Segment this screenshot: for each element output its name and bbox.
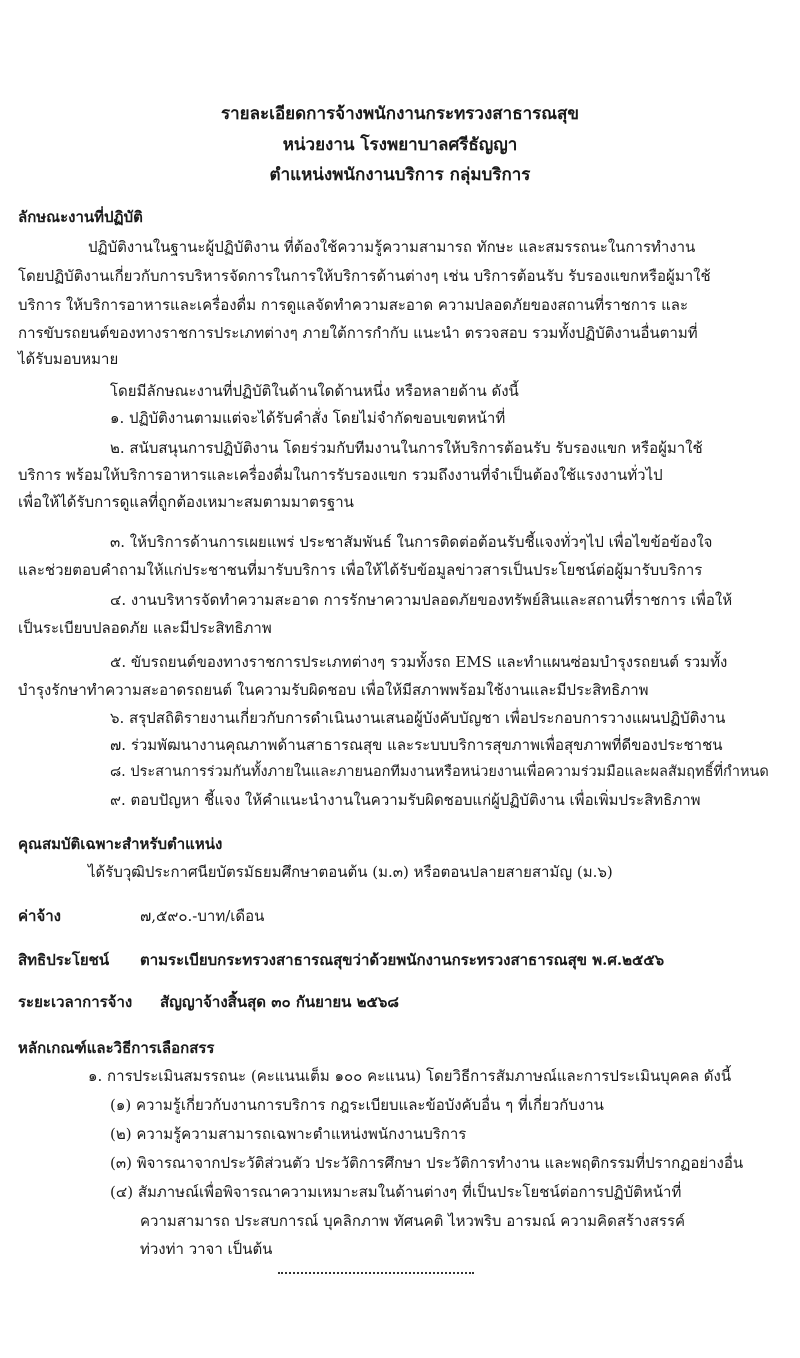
end-dotted-divider (278, 1272, 474, 1274)
selection-subitem-cont: ความสามารถ ประสบการณ์ บุคลิกภาพ ทัศนคติ ไหวพริบ อารมณ์ ความคิดสร้างสรรค์ (140, 1212, 686, 1230)
selection-subitem: (๓) พิจารณาจากประวัติส่วนตัว ประวัติการศึกษา ประวัติการทำงาน และพฤติกรรมที่ปรากฏอย่างอื่น (110, 1154, 744, 1172)
job-nature-item: ๓. ให้บริการด้านการเผยแพร่ ประชาสัมพันธ์ ในการติดต่อต้อนรับชี้แจงทั่วๆไป เพื่อไขข้อข้องใจ (110, 533, 713, 551)
job-nature-item: ๑. ปฏิบัติงานตามแต่จะได้รับคำสั่ง โดยไม่จำกัดขอบเขตหน้าที่ (110, 409, 506, 427)
selection-subitem-cont: ท่วงท่า วาจา เป็นต้น (140, 1240, 273, 1258)
qualifications-text: ได้รับวุฒิประกาศนียบัตรมัธยมศึกษาตอนต้น (ม.๓) หรือตอนปลายสายสามัญ (ม.๖) (88, 863, 613, 881)
selection-subitem: (๒) ความรู้ความสามารถเฉพาะตำแหน่งพนักงานบริการ (110, 1125, 467, 1143)
job-nature-item-cont: เป็นระเบียบปลอดภัย และมีประสิทธิภาพ (18, 619, 272, 637)
benefits-label: สิทธิประโยชน์ (18, 951, 110, 969)
employment-period-label: ระยะเวลาการจ้าง (18, 993, 133, 1011)
position-line: ตำแหน่งพนักงานบริการ กลุ่มบริการ (269, 165, 531, 185)
job-nature-item: ๔. งานบริหารจัดทำความสะอาด การรักษาความปลอดภัยของทรัพย์สินและสถานที่ราชการ เพื่อให้ (110, 591, 733, 609)
selection-heading: หลักเกณฑ์และวิธีการเลือกสรร (18, 1039, 215, 1057)
wage-value: ๗,๕๙๐.-บาท/เดือน (140, 907, 265, 925)
job-nature-item: ๗. ร่วมพัฒนางานคุณภาพด้านสาธารณสุข และระบบบริการสุขภาพเพื่อสุขภาพที่ดีของประชาชน (110, 736, 723, 754)
job-nature-item: ๘. ประสานการร่วมกันทั้งภายในและภายนอกทีมงานหรือหน่วยงานเพื่อความร่วมมือและผลสัมฤทธิ์ที่กำหนด (110, 764, 769, 780)
job-nature-intro-line: บริการ ให้บริการอาหารและเครื่องดื่ม การดูแลจัดทำความสะอาด ความปลอดภัยของสถานที่ราชการ และ (18, 296, 689, 314)
benefits-value: ตามระเบียบกระทรวงสาธารณสุขว่าด้วยพนักงานกระทรวงสาธารณสุข พ.ศ.๒๕๕๖ (140, 951, 665, 969)
department-line: หน่วยงาน โรงพยาบาลศรีธัญญา (282, 135, 518, 155)
employment-period-value: สัญญาจ้างสิ้นสุด ๓๐ กันยายน ๒๕๖๘ (160, 993, 399, 1011)
qualifications-heading: คุณสมบัติเฉพาะสำหรับตำแหน่ง (18, 835, 223, 853)
job-nature-item-cont: บริการ พร้อมให้บริการอาหารและเครื่องดื่มในการรับรองแขก รวมถึงงานที่จำเป็นต้องใช้แรงงานทั่วไป (18, 466, 663, 484)
job-nature-item-cont: และช่วยตอบคำถามให้แก่ประชาชนที่มารับบริการ เพื่อให้ได้รับข้อมูลข่าวสารเป็นประโยชน์ต่อผู้มารับบริการ (18, 561, 703, 579)
job-nature-item-cont: เพื่อให้ได้รับการดูแลที่ถูกต้องเหมาะสมตามมาตรฐาน (18, 493, 354, 511)
selection-subitem: (๑) ความรู้เกี่ยวกับงานการบริการ กฎระเบียบและข้อบังคับอื่น ๆ ที่เกี่ยวกับงาน (110, 1096, 604, 1114)
job-nature-lead: โดยมีลักษณะงานที่ปฏิบัติในด้านใดด้านหนึ่ง หรือหลายด้าน ดังนี้ (110, 382, 519, 400)
document-title: รายละเอียดการจ้างพนักงานกระทรวงสาธารณสุข (220, 104, 580, 124)
job-nature-item-cont: บำรุงรักษาทำความสะอาดรถยนต์ ในความรับผิดชอบ เพื่อให้มีสภาพพร้อมใช้งานและมีประสิทธิภาพ (18, 681, 649, 699)
job-nature-intro-line: การขับรถยนต์ของทางราชการประเภทต่างๆ ภายใต้การกำกับ แนะนำ ตรวจสอบ รวมทั้งปฏิบัติงานอื่นตามที่ (18, 324, 698, 342)
selection-subitem: (๔) สัมภาษณ์เพื่อพิจารณาความเหมาะสมในด้านต่างๆ ที่เป็นประโยชน์ต่อการปฏิบัติหน้าที่ (110, 1183, 682, 1201)
selection-item: ๑. การประเมินสมรรถนะ (คะแนนเต็ม ๑๐๐ คะแนน) โดยวิธีการสัมภาษณ์และการประเมินบุคคล ดังนี้ (88, 1067, 732, 1085)
job-nature-intro-line: ปฏิบัติงานในฐานะผู้ปฏิบัติงาน ที่ต้องใช้ความรู้ความสามารถ ทักษะ และสมรรถนะในการทำงาน (88, 238, 696, 256)
wage-label: ค่าจ้าง (18, 907, 61, 925)
job-nature-item: ๖. สรุปสถิติรายงานเกี่ยวกับการดำเนินงานเสนอผู้บังคับบัญชา เพื่อประกอบการวางแผนปฏิบัติงาน (110, 709, 726, 727)
job-nature-item: ๙. ตอบปัญหา ชี้แจง ให้คำแนะนำงานในความรับผิดชอบแก่ผู้ปฏิบัติงาน เพื่อเพิ่มประสิทธิภาพ (110, 791, 701, 809)
job-nature-heading: ลักษณะงานที่ปฏิบัติ (18, 208, 143, 226)
job-nature-intro-line: ได้รับมอบหมาย (18, 350, 119, 368)
job-nature-intro-line: โดยปฏิบัติงานเกี่ยวกับการบริหารจัดการในการให้บริการด้านต่างๆ เช่น บริการต้อนรับ รับรองแขกหรือผู้มาใช้ (18, 267, 711, 285)
job-nature-item: ๕. ขับรถยนต์ของทางราชการประเภทต่างๆ รวมทั้งรถ EMS และทำแผนซ่อมบำรุงรถยนต์ รวมทั้ง (110, 653, 728, 671)
job-nature-item: ๒. สนับสนุนการปฏิบัติงาน โดยร่วมกับทีมงานในการให้บริการต้อนรับ รับรองแขก หรือผู้มาใช้ (110, 439, 703, 457)
